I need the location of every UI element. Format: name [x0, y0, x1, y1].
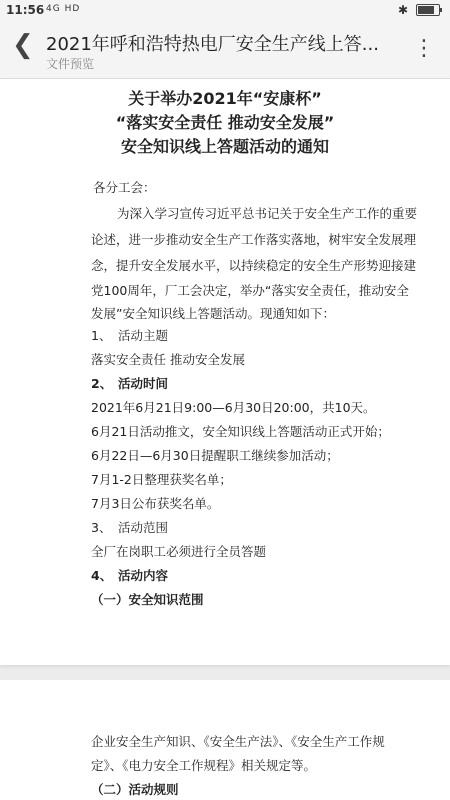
document-page-1 — [0, 79, 450, 665]
bluetooth-icon: ✱ — [397, 3, 408, 17]
time-line: 7月1-2日整理获奖名单； — [91, 472, 232, 487]
intro-line: 为深入学习宣传习近平总书记关于安全生产工作的重要 — [117, 206, 418, 221]
section-heading: 活动主题 — [118, 328, 169, 343]
theme-text: 落实安全责任 推动安全发展 — [91, 352, 245, 367]
time-line: 7月3日公布获奖名单。 — [91, 496, 220, 511]
page-title: 2021年呼和浩特热电厂安全生产线上答... — [46, 34, 379, 55]
doc-title-line-2: “落实安全责任 推动安全发展” — [115, 113, 335, 132]
section-number: 2、 — [91, 376, 113, 391]
intro-line: 念，提升安全发展水平，以持续稳定的安全生产形势迎接建 — [91, 258, 417, 273]
page2-line: 定》、《电力安全工作规程》相关规定等。 — [91, 758, 317, 773]
doc-title-line-1: 关于举办2021年“安康杯” — [128, 89, 322, 108]
app-header — [0, 22, 450, 79]
time-line: 2021年6月21日9:00—6月30日20:00，共10天。 — [91, 400, 376, 415]
section-heading: 活动范围 — [118, 520, 169, 535]
document-page-2 — [0, 680, 450, 800]
intro-line: 党100周年，厂工会决定，举办“落实安全责任，推动安全 — [91, 283, 409, 298]
doc-title-line-3: 安全知识线上答题活动的通知 — [120, 137, 329, 156]
network-label: HD — [64, 4, 81, 14]
signal-icon — [46, 4, 80, 14]
more-dots-icon[interactable]: ⋮ — [413, 36, 436, 61]
section-number: 3、 — [91, 520, 112, 535]
section-heading: 活动时间 — [118, 376, 169, 391]
intro-line: 发展”安全知识线上答题活动。现通知如下： — [91, 306, 335, 321]
status-bar — [0, 0, 450, 22]
section-number: 4、 — [91, 568, 113, 583]
page-subtitle: 文件预览 — [46, 57, 95, 71]
section-heading: 活动内容 — [118, 568, 169, 583]
subheading: （一）安全知识范围 — [91, 592, 204, 607]
signal-label: 4G — [46, 4, 61, 14]
scope-text: 全厂在岗职工必须进行全员答题 — [91, 544, 267, 559]
section-number: 1、 — [91, 328, 112, 343]
chevron-left-icon[interactable]: ❮ — [12, 30, 34, 60]
battery-icon — [416, 4, 440, 16]
intro-line: 论述，进一步推动安全生产工作落实落地，树牢安全发展理 — [91, 232, 417, 247]
page2-line: 企业安全生产知识、《安全生产法》、《安全生产工作规 — [91, 734, 385, 749]
greeting: 各分工会： — [93, 180, 156, 195]
subheading: （二）活动规则 — [91, 782, 179, 797]
status-time: 11:56 — [6, 3, 45, 17]
time-line: 6月22日—6月30日提醒职工继续参加活动； — [91, 448, 339, 463]
time-line: 6月21日活动推文，安全知识线上答题活动正式开始； — [91, 424, 390, 439]
